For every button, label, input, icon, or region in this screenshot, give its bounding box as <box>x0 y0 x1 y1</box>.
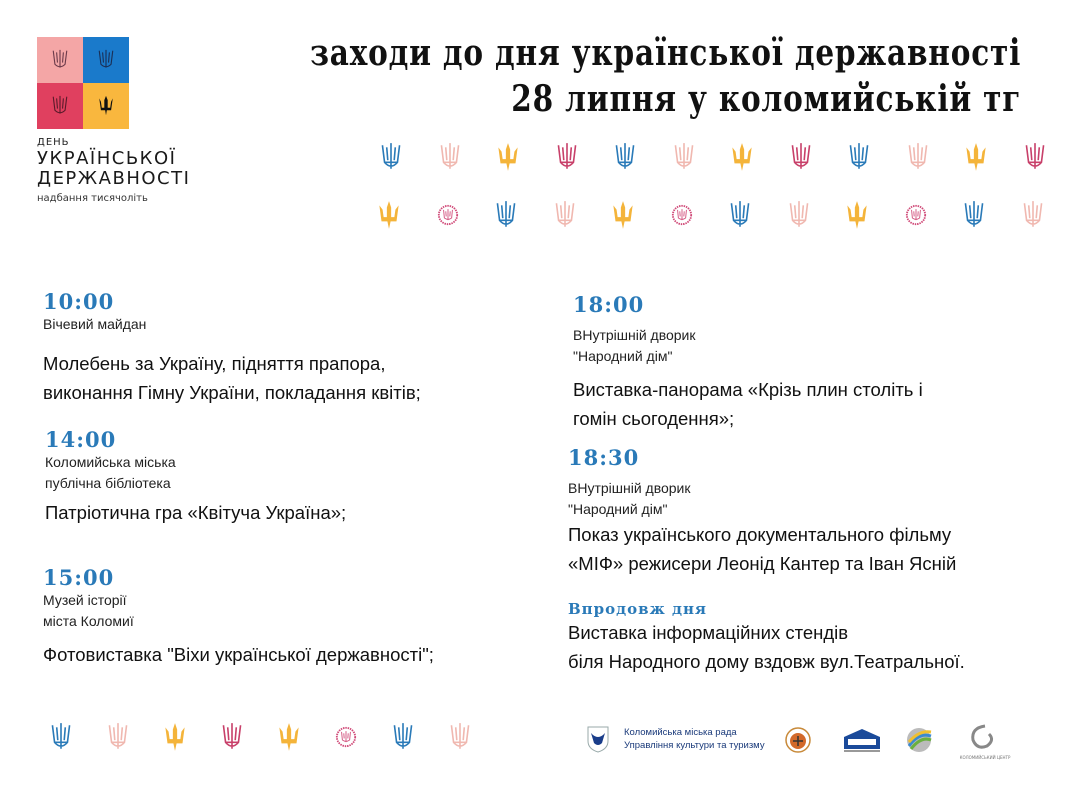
building-icon <box>840 727 884 753</box>
trident-icon <box>51 95 69 117</box>
trident-icon <box>786 198 812 232</box>
trident-icon <box>97 49 115 71</box>
trident-wreath-icon <box>333 720 359 754</box>
event-time: 18:00 <box>573 292 645 317</box>
trident-icon <box>378 140 404 174</box>
event-desc: Виставка інформаційних стендів <box>568 622 849 643</box>
partner-text <box>624 726 765 752</box>
trident-icon <box>961 198 987 232</box>
trident-icon <box>493 198 519 232</box>
logo-small: ДЕНЬ <box>37 137 70 148</box>
ornament-row-2 <box>376 198 1046 232</box>
spiral-emblem-icon <box>955 722 1015 762</box>
partner-logo-3 <box>840 727 884 757</box>
event-desc: «МІФ» режисери Леонід Кантер та Іван Ясній <box>568 553 957 574</box>
event-place: "Народний дім" <box>568 501 668 517</box>
event-desc: Фотовиставка "Віхи української державності"; <box>43 644 434 665</box>
logo-cell-pink <box>37 37 83 83</box>
event-place: публічна бібліотека <box>45 475 171 491</box>
round-emblem-icon <box>783 724 813 754</box>
trident-icon <box>729 140 755 174</box>
trident-icon <box>727 198 753 232</box>
logo-text <box>37 138 190 204</box>
trident-icon <box>963 140 989 174</box>
event-1000 <box>43 290 421 407</box>
kolomyia-city-council-logo <box>586 725 610 757</box>
logo-subtitle: надбання тисячоліть <box>37 193 148 204</box>
event-place: ВНутрішній дворик <box>573 327 696 343</box>
trident-icon <box>376 198 402 232</box>
event-place: міста Коломиї <box>43 613 134 629</box>
trident-icon <box>846 140 872 174</box>
event-time-all-day: Впродовж дня <box>568 600 708 618</box>
partner-line1: Коломийська міська рада <box>624 727 737 738</box>
trident-icon <box>610 198 636 232</box>
event-desc: біля Народного дому вздовж вул.Театральної. <box>568 651 965 672</box>
event-place: ВНутрішній дворик <box>568 480 691 496</box>
logo-cell-yellow <box>83 83 129 129</box>
event-place: "Народний дім" <box>573 348 673 364</box>
event-desc: гомін сьогодення»; <box>573 408 735 429</box>
event-place: Коломийська міська <box>45 454 176 470</box>
logo-line2: ДЕРЖАВНОСТІ <box>37 168 191 189</box>
rainbow-emblem-icon <box>905 726 933 754</box>
page-title <box>310 30 1021 122</box>
trident-icon <box>51 49 69 71</box>
title-line2: 28 липня у коломийській тг <box>511 78 1021 120</box>
svg-text:КОЛОМИЙСЬКИЙ ЦЕНТР: КОЛОМИЙСЬКИЙ ЦЕНТР <box>959 755 1011 760</box>
event-time: 10:00 <box>43 289 115 314</box>
event-desc: Патріотична гра «Квітуча Україна»; <box>45 502 347 523</box>
logo-cell-blue <box>83 37 129 83</box>
partner-line2: Управління культури та туризму <box>624 740 765 751</box>
trident-icon <box>48 720 74 754</box>
logo-cell-red <box>37 83 83 129</box>
event-1500 <box>43 566 434 669</box>
event-time: 14:00 <box>45 427 117 452</box>
partner-logo-5 <box>955 722 1015 766</box>
event-desc: Показ українського документального фільму <box>568 524 952 545</box>
event-all-day <box>568 600 965 676</box>
trident-icon <box>162 720 188 754</box>
trident-icon <box>97 95 115 117</box>
trident-icon <box>552 198 578 232</box>
ornament-row-3 <box>48 720 473 754</box>
logo-line1: УКРАЇНСЬКОЇ <box>37 148 177 169</box>
trident-icon <box>437 140 463 174</box>
trident-icon <box>1022 140 1048 174</box>
coat-of-arms-icon <box>586 725 610 753</box>
event-1400 <box>45 428 346 527</box>
event-place: Музей історії <box>43 592 127 608</box>
trident-icon <box>105 720 131 754</box>
event-desc: виконання Гімну України, покладання квітів; <box>43 382 421 403</box>
trident-icon <box>1020 198 1046 232</box>
trident-icon <box>276 720 302 754</box>
trident-icon <box>390 720 416 754</box>
trident-icon <box>671 140 697 174</box>
trident-icon <box>788 140 814 174</box>
event-desc: Виставка-панорама «Крізь плин століть і <box>573 379 923 400</box>
event-time: 18:30 <box>568 445 640 470</box>
trident-icon <box>219 720 245 754</box>
partner-logo-2 <box>783 724 813 758</box>
event-logo <box>37 37 129 129</box>
trident-wreath-icon <box>669 198 695 232</box>
trident-icon <box>495 140 521 174</box>
event-1800 <box>573 293 923 433</box>
trident-icon <box>447 720 473 754</box>
trident-wreath-icon <box>903 198 929 232</box>
event-desc: Молебень за Україну, підняття прапора, <box>43 353 386 374</box>
title-line1: заходи до дня української державності <box>309 32 1021 74</box>
trident-icon <box>905 140 931 174</box>
partner-logo-4 <box>905 726 933 758</box>
event-time: 15:00 <box>43 565 115 590</box>
trident-icon <box>844 198 870 232</box>
trident-icon <box>612 140 638 174</box>
trident-icon <box>554 140 580 174</box>
event-1830 <box>568 446 956 578</box>
trident-wreath-icon <box>435 198 461 232</box>
ornament-row-1 <box>378 140 1048 174</box>
event-place: Вічевий майдан <box>43 316 147 332</box>
